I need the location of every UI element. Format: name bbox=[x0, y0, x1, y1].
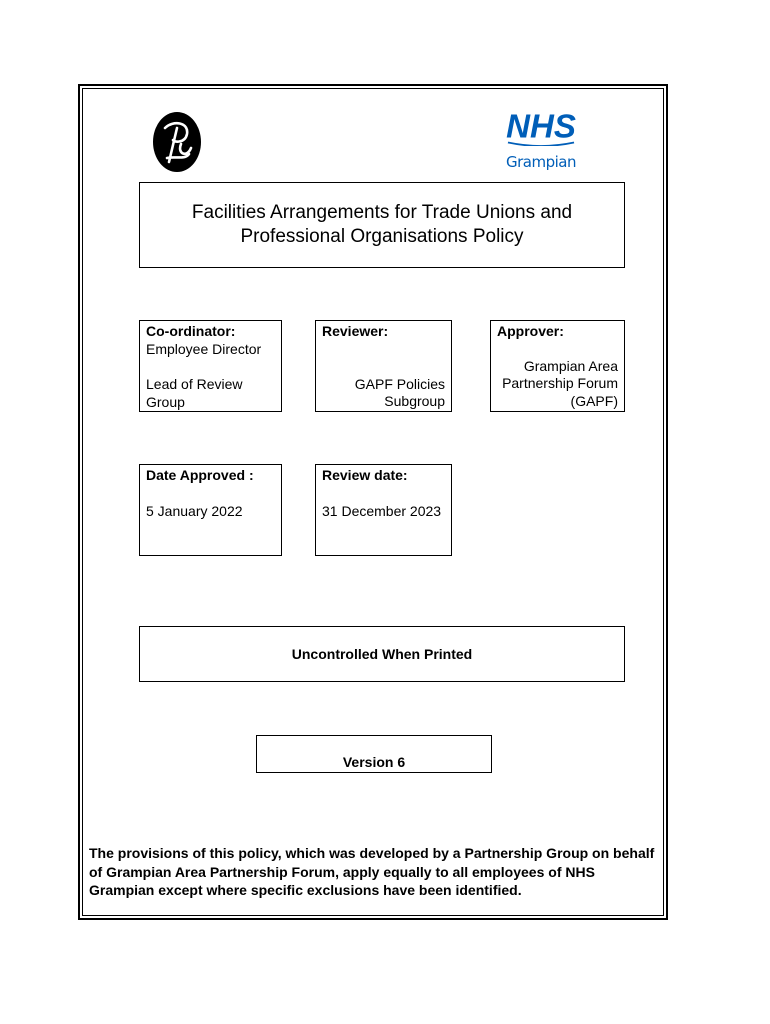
coordinator-line2: Lead of Review Group bbox=[146, 376, 243, 410]
nhs-logo-icon bbox=[497, 106, 585, 146]
reviewer-value: GAPF Policies Subgroup bbox=[354, 375, 445, 409]
reviewer-box bbox=[315, 320, 452, 412]
approver-box bbox=[490, 320, 625, 412]
coordinator-box bbox=[139, 320, 282, 412]
title-box bbox=[139, 182, 625, 268]
provisions-statement: The provisions of this policy, which was developed by a Partnership Group on behalf of Grampian Area Partnership Forum, apply equally to all employees of NHS Grampian except where specific exclusions have been identified. bbox=[89, 845, 655, 898]
coordinator-heading: Co-ordinator: bbox=[146, 323, 236, 339]
partnership-logo-icon bbox=[151, 110, 203, 174]
review-date-heading: Review date: bbox=[322, 467, 408, 483]
coordinator-line1: Employee Director bbox=[146, 340, 262, 357]
page-title: Facilities Arrangements for Trade Unions and Professional Organisations Policy bbox=[191, 202, 573, 247]
svg-text:NHS: NHS bbox=[506, 108, 576, 146]
date-approved-box bbox=[139, 464, 282, 556]
approver-heading: Approver: bbox=[497, 323, 564, 339]
version-label: Version 6 bbox=[256, 735, 492, 773]
review-date-value: 31 December 2023 bbox=[322, 502, 442, 519]
uncontrolled-when-printed: Uncontrolled When Printed bbox=[139, 626, 625, 682]
date-approved-heading: Date Approved : bbox=[146, 467, 254, 483]
reviewer-heading: Reviewer: bbox=[322, 323, 389, 339]
approver-value: Grampian Area Partnership Forum (GAPF) bbox=[502, 357, 618, 409]
date-approved-value: 5 January 2022 bbox=[146, 502, 243, 519]
nhs-grampian-label: Grampian bbox=[506, 153, 576, 171]
review-date-box bbox=[315, 464, 452, 556]
nhs-grampian-logo bbox=[497, 106, 585, 182]
